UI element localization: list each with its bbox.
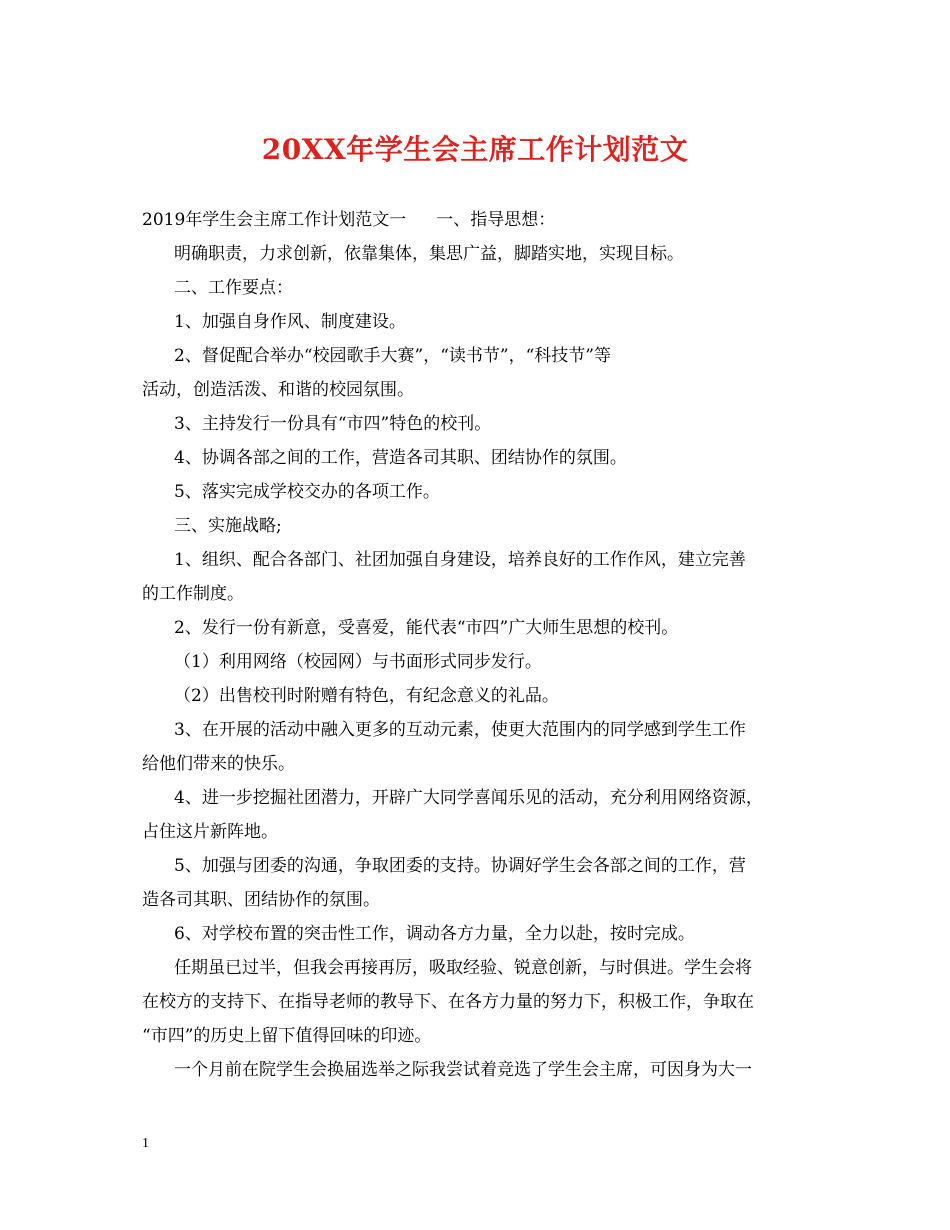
text-line: 6、对学校布置的突击性工作，调动各方力量，全力以赴，按时完成。 bbox=[174, 924, 695, 944]
first-line bbox=[142, 203, 817, 237]
text-line: 三、实施战略; bbox=[174, 516, 282, 536]
text-line: 活动，创造活泼、和谐的校园氛围。 bbox=[142, 380, 414, 400]
text-line: 给他们带来的快乐。 bbox=[142, 754, 295, 774]
page-number: 1 bbox=[142, 1136, 149, 1151]
text-line: 2、督促配合举办“校园歌手大赛”，“读书节”，“科技节”等 bbox=[174, 346, 611, 366]
subtitle-text: 2019年学生会主席工作计划范文一 bbox=[142, 210, 407, 230]
text-line: 5、落实完成学校交办的各项工作。 bbox=[174, 482, 440, 502]
text-line: （2）出售校刊时附赠有特色，有纪念意义的礼品。 bbox=[174, 686, 559, 706]
paragraph-lines bbox=[142, 237, 817, 1087]
text-line: 2、发行一份有新意，受喜爱，能代表“市四”广大师生思想的校刊。 bbox=[174, 618, 679, 638]
text-line: 的工作制度。 bbox=[142, 584, 244, 604]
text-line: 3、主持发行一份具有“市四”特色的校刊。 bbox=[174, 414, 492, 434]
text-line: 3、在开展的活动中融入更多的互动元素，使更大范围内的同学感到学生工作 bbox=[174, 720, 746, 740]
document-body bbox=[142, 203, 817, 1087]
text-line: “市四”的历史上留下值得回味的印迹。 bbox=[142, 1026, 432, 1046]
document-title: 20XX年学生会主席工作计划范文 bbox=[261, 133, 689, 166]
text-line: 5、加强与团委的沟通，争取团委的支持。协调好学生会各部之间的工作，营 bbox=[174, 856, 746, 876]
text-line: 占住这片新阵地。 bbox=[142, 822, 278, 842]
text-line: 二、工作要点： bbox=[174, 278, 293, 298]
text-line: 4、进一步挖掘社团潜力，开辟广大同学喜闻乐见的活动，充分利用网络资源， bbox=[174, 788, 763, 808]
text-line: 造各司其职、团结协作的氛围。 bbox=[142, 890, 380, 910]
text-line: 任期虽已过半，但我会再接再厉，吸取经验、锐意创新，与时俱进。学生会将 bbox=[174, 958, 752, 978]
text-line: （1）利用网络（校园网）与书面形式同步发行。 bbox=[174, 652, 542, 672]
text-line: 4、协调各部之间的工作，营造各司其职、团结协作的氛围。 bbox=[174, 448, 627, 468]
text-line: 在校方的支持下、在指导老师的教导下、在各方力量的努力下，积极工作，争取在 bbox=[142, 992, 754, 1012]
text-line: 一个月前在院学生会换届选举之际我尝试着竞选了学生会主席，可因身为大一 bbox=[174, 1060, 752, 1080]
text-line: 1、加强自身作风、制度建设。 bbox=[174, 312, 406, 332]
text-line: 明确职责，力求创新，依靠集体，集思广益，脚踏实地，实现目标。 bbox=[174, 244, 684, 264]
section-heading: 一、指导思想： bbox=[436, 210, 556, 230]
text-line: 1、组织、配合各部门、社团加强自身建设，培养良好的工作作风，建立完善 bbox=[174, 550, 746, 570]
